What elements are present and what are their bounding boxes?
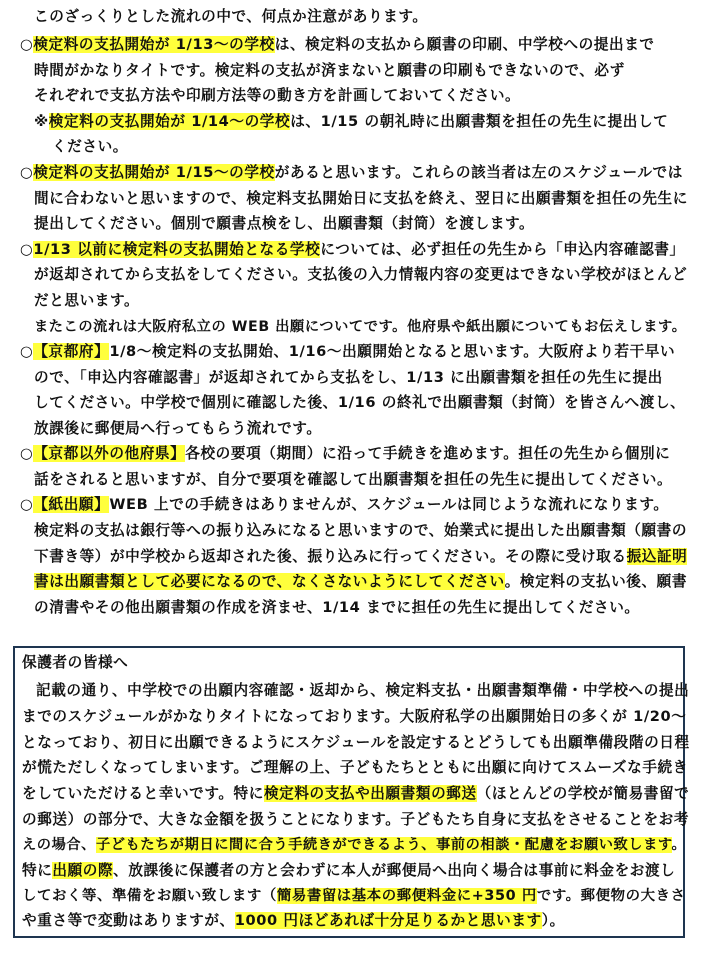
paper-text: WEB 上での手続きはありませんが、スケジュールは同じような流れになります。 — [109, 496, 669, 513]
guardian-line5-highlight: 検定料の支払や出願書類の郵送 — [263, 785, 477, 802]
paper-line3-text: 下書き等）が中学校から返却された後、振り込みに行ってください。その際に受け取る — [34, 548, 627, 565]
guardian-heading: 保護者の皆様へ — [22, 654, 129, 671]
guardian-line3: となっており、初日に出願できるようにスケジュールを設定するとどうしても出願準備段階の日程 — [22, 734, 690, 751]
bullet-circle-icon: ○ — [20, 36, 34, 53]
guardian-line10-a: や重さ等で変動はありますが、 — [22, 912, 235, 929]
paper-line3 — [34, 546, 687, 568]
section1-note-text: は、1/15 の朝礼時に出願書類を担任の先生に提出して — [290, 113, 669, 130]
guardian-line9 — [22, 885, 686, 907]
guardian-line1: 記載の通り、中学校での出願内容確認・返却から、検定料支払・出願書類準備・中学校への提出 — [36, 682, 690, 699]
section2-highlight: 検定料の支払開始が 1/15～の学校 — [33, 164, 275, 181]
section2-line2: 間に合わないと思いますので、検定料支払開始日に支払を終え、翌日に出願書類を担任の先生に — [34, 190, 688, 207]
kyoto-line1 — [20, 341, 675, 363]
other-pref-tag: 【京都以外の他府県】 — [33, 445, 186, 462]
bullet-circle-icon: ○ — [20, 445, 34, 462]
section3-text: については、必ず担任の先生から「申込内容確認書」 — [320, 241, 685, 258]
guardian-line10-highlight: 1000 円ほどあれば十分足りるかと思います — [234, 912, 542, 929]
section1-note-line2: ください。 — [52, 138, 128, 155]
guardian-line9-b: です。郵便物の大きさ — [536, 888, 686, 904]
guardian-line6: の郵送）の部分で、大きな金額を扱うことになります。子どもたち自身に支払をさせることをお考 — [22, 811, 690, 828]
kyoto-line2: ので、「申込内容確認書」が返却されてから支払をし、1/13 に出願書類を担任の先生に提出 — [34, 369, 663, 386]
section3-highlight: 1/13 以前に検定料の支払開始となる学校 — [33, 241, 321, 258]
section1-line2: 時間がかなりタイトです。検定料の支払が済まないと願書の印刷もできないので、必ず — [34, 62, 625, 79]
guardian-line8 — [22, 860, 675, 882]
bullet-circle-icon: ○ — [20, 496, 34, 513]
guardian-line7-a: えの場合、 — [22, 837, 96, 853]
other-pref-line1 — [20, 443, 670, 465]
section3-line3: だと思います。 — [34, 292, 140, 309]
section1-note — [34, 111, 668, 133]
paper-line5: の清書やその他出願書類の作成を済ませ、1/14 までに担任の先生に提出してください。 — [34, 599, 640, 616]
other-pref-line2: 話をされると思いますが、自分で要項を確認して出願書類を担任の先生に提出してください。 — [34, 471, 673, 488]
other-pref-text: 各校の要項（期間）に沿って手続きを進めます。担任の先生から個別に — [185, 445, 671, 462]
section2-line3: 提出してください。個別で願書点検をし、出願書類（封筒）を渡します。 — [34, 215, 535, 232]
paper-line2: 検定料の支払は銀行等への振り込みになると思いますので、始業式に提出した出願書類（願書の — [34, 522, 688, 539]
note-mark: ※ — [34, 113, 49, 130]
guardian-line5-a: をしていただけると幸いです。特に — [22, 785, 264, 802]
guardian-line5 — [22, 783, 689, 805]
guardian-line7-b: 。 — [671, 837, 687, 853]
paper-tag: 【紙出願】 — [33, 496, 110, 513]
kyoto-line4: 放課後に郵便局へ行ってもらう流れです。 — [34, 420, 322, 437]
paper-line3-highlight: 振込証明 — [626, 548, 688, 565]
guardian-line9-a: しておく等、準備をお願い致します（ — [22, 888, 277, 904]
paper-line4-text: 。検定料の支払い後、願書 — [504, 573, 688, 590]
bullet-circle-icon: ○ — [20, 241, 34, 258]
guardian-line7 — [22, 834, 686, 856]
section1-highlight: 検定料の支払開始が 1/13～の学校 — [33, 36, 275, 53]
bullet-circle-icon: ○ — [20, 164, 34, 181]
section2-line1 — [20, 162, 683, 184]
kyoto-text: 1/8～検定料の支払開始、1/16～出願開始となると思います。大阪府より若干早い — [109, 343, 676, 360]
section1-text: は、検定料の支払から願書の印刷、中学校への提出まで — [274, 36, 655, 53]
guardian-line2: までのスケジュールがかなりタイトになっております。大阪府私学の出願開始日の多くが 1/20～ — [22, 708, 687, 725]
guardian-line8-highlight: 出願の際 — [52, 862, 114, 879]
paper-line4-highlight: 書は出願書類として必要になるので、なくさないようにしてください — [34, 573, 505, 590]
paper-line1 — [20, 494, 669, 516]
section1-note-highlight: 検定料の支払開始が 1/14～の学校 — [48, 113, 291, 130]
guardian-line10-b: ）。 — [541, 912, 565, 929]
section3-line1 — [20, 239, 685, 261]
paper-line4 — [34, 571, 687, 593]
guardian-line9-highlight: 簡易書留は基本の郵便料金に+350 円 — [276, 888, 537, 904]
section1-line3: それぞれで支払方法や印刷方法等の動き方を計画しておいてください。 — [34, 87, 521, 104]
section2-text: があると思います。これらの該当者は左のスケジュールでは — [274, 164, 683, 181]
web-note: またこの流れは大阪府私立の WEB 出願についてです。他府県や紙出願についてもお伝えします。 — [34, 319, 687, 335]
section3-line2: が返却されてから支払をしてください。支払後の入力情報内容の変更はできない学校がほとんど — [34, 266, 688, 283]
guardian-line5-b: （ほとんどの学校が簡易書留で — [476, 785, 690, 802]
bullet-circle-icon: ○ — [20, 343, 34, 360]
guardian-line4: が慌ただしくなってしまいます。ご理解の上、子どもたちとともに出願に向けてスムーズな手続き — [22, 759, 688, 776]
section1-line1 — [20, 34, 655, 56]
kyoto-line3: してください。中学校で個別に確認した後、1/16 の終礼で出願書類（封筒）を皆さんへ渡し、 — [34, 394, 686, 411]
guardian-line7-highlight: 子どもたちが期日に間に合う手続きができるよう、事前の相談・配慮をお願い致します — [95, 837, 672, 853]
guardian-line8-a: 特に — [22, 862, 53, 879]
guardian-line8-b: 、放課後に保護者の方と会わずに本人が郵便局へ出向く場合は事前に料金をお渡し — [113, 862, 676, 879]
kyoto-tag: 【京都府】 — [33, 343, 110, 360]
notes-intro: このざっくりとした流れの中で、何点か注意があります。 — [34, 8, 428, 25]
guardian-line10 — [22, 910, 565, 932]
